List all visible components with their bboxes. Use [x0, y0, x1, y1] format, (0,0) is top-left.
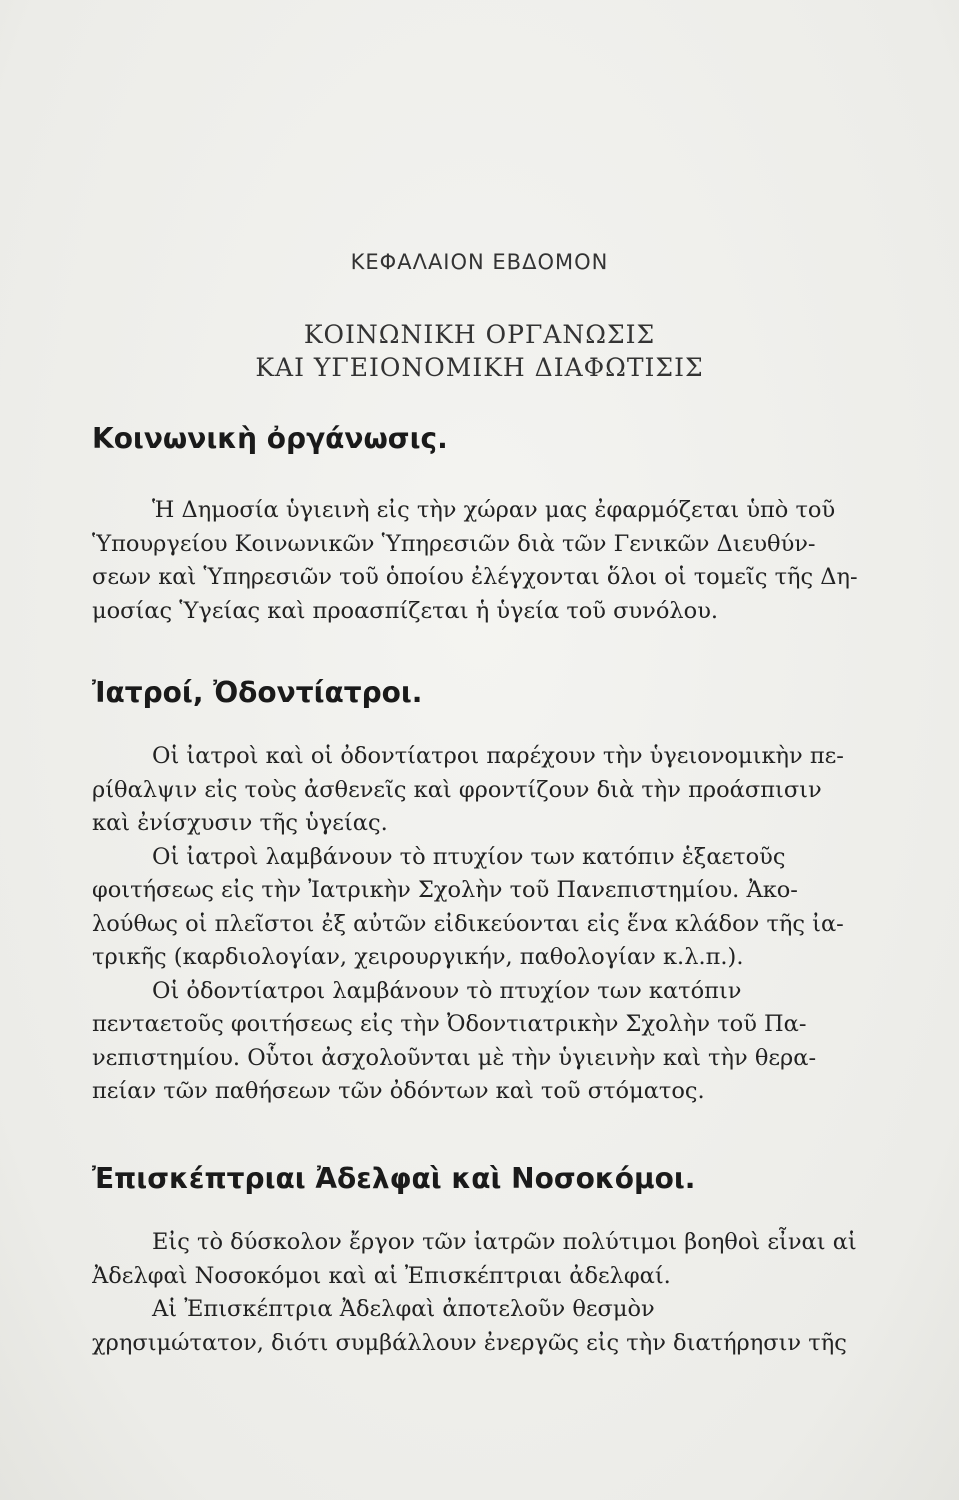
text-line: Αἱ Ἐπισκέπτρια Ἀδελφαὶ ἀποτελοῦν θεσμὸν [152, 1296, 655, 1322]
text-line: πενταετοῦς φοιτήσεως εἰς τὴν Ὀδοντιατρικὴν Σχολὴν τοῦ Πα- [92, 1011, 807, 1037]
text-line: Εἰς τὸ δύσκολον ἔργον τῶν ἰατρῶν πολύτιμοι βοηθοὶ εἶναι αἱ [152, 1229, 857, 1255]
chapter-title-line-1: ΚΟΙΝΩΝΙΚΗ ΟΡΓΑΝΩΣΙΣ [303, 320, 656, 349]
text-line: καὶ ἐνίσχυσιν τῆς ὑγείας. [92, 810, 388, 836]
section-heading-social-organization: Κοινωνικὴ ὀργάνωσις. [92, 422, 448, 455]
text-line: σεων καὶ Ὑπηρεσιῶν τοῦ ὁποίου ἐλέγχονται ὅλοι οἱ τομεῖς τῆς Δη- [92, 564, 858, 590]
text-line: Ἀδελφαὶ Νοσοκόμοι καὶ αἱ Ἐπισκέπτριαι ἀδελφαί. [92, 1262, 671, 1289]
section-paragraph-doctors-dentists [92, 740, 862, 1109]
section-heading-visiting-nurses: Ἐπισκέπτριαι Ἀδελφαὶ καὶ Νοσοκόμοι. [92, 1162, 696, 1195]
chapter-title-line-2: ΚΑΙ ΥΓΕΙΟΝΟΜΙΚΗ ΔΙΑΦΩΤΙΣΙΣ [255, 353, 704, 382]
section-paragraph-visiting-nurses [92, 1226, 862, 1360]
chapter-label: ΚΕΦΑΛΑΙΟΝ ΕΒΔΟΜΟΝ [350, 250, 609, 274]
text-line: Ἡ Δημοσία ὑγιεινὴ εἰς τὴν χώραν μας ἐφαρμόζεται ὑπὸ τοῦ [152, 497, 836, 523]
text-line: λούθως οἱ πλεῖστοι ἐξ αὐτῶν εἰδικεύονται εἰς ἕνα κλάδον τῆς ἰα- [92, 910, 844, 937]
section-paragraph-social-organization [92, 494, 862, 628]
text-line: ρίθαλψιν εἰς τοὺς ἀσθενεῖς καὶ φροντίζουν διὰ τὴν προάσπισιν [92, 776, 822, 803]
text-line: μοσίας Ὑγείας καὶ προασπίζεται ἡ ὑγεία τοῦ συνόλου. [92, 597, 719, 624]
text-line: Οἱ ὀδοντίατροι λαμβάνουν τὸ πτυχίον των κατόπιν [152, 977, 742, 1004]
text-line: πείαν τῶν παθήσεων τῶν ὀδόντων καὶ τοῦ στόματος. [92, 1078, 705, 1104]
text-line: τρικῆς (καρδιολογίαν, χειρουργικήν, παθολογίαν κ.λ.π.). [92, 944, 744, 970]
text-line: χρησιμώτατον, διότι συμβάλλουν ἐνεργῶς εἰς τὴν διατήρησιν τῆς [92, 1329, 847, 1356]
text-line: Οἱ ἰατροὶ καὶ οἱ ὀδοντίατροι παρέχουν τὴν ὑγειονομικὴν πε- [152, 743, 844, 769]
text-line: νεπιστημίου. Οὗτοι ἀσχολοῦνται μὲ τὴν ὑγιεινὴν καὶ τὴν θερα- [92, 1044, 817, 1071]
text-line: Ὑπουργείου Κοινωνικῶν Ὑπηρεσιῶν διὰ τῶν Γενικῶν Διευθύν- [92, 530, 816, 557]
section-heading-doctors-dentists: Ἰατροί, Ὀδοντίατροι. [92, 676, 423, 709]
text-line: φοιτήσεως εἰς τὴν Ἰατρικὴν Σχολὴν τοῦ Πανεπιστημίου. Ἀκο- [92, 877, 798, 903]
text-line: Οἱ ἰατροὶ λαμβάνουν τὸ πτυχίον των κατόπιν ἑξαετοῦς [152, 843, 786, 870]
